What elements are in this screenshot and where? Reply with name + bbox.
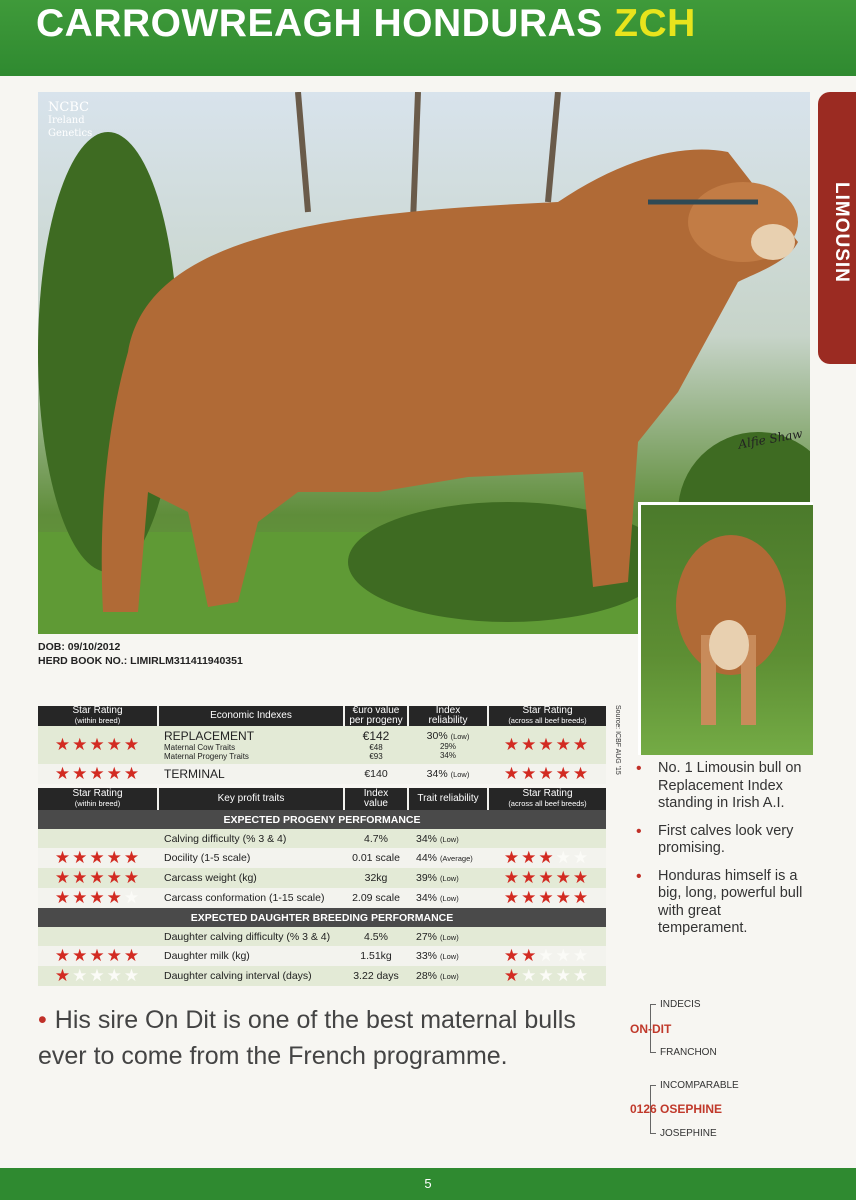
star-filled-icon: ★ [123,764,142,783]
trait-value: 3.22 days [344,966,408,986]
star-filled-icon: ★ [106,888,124,907]
pedigree-dam-sire: INCOMPARABLE [660,1080,739,1091]
star-rating-within [38,848,158,868]
trait-reliability: 44% (Average) [408,848,488,868]
index-label: TERMINAL [158,764,344,784]
table-row [38,726,606,764]
star-empty-icon: ★ [538,946,556,965]
bull-info [38,640,243,668]
star-filled-icon: ★ [72,848,90,867]
trait-reliability: 33% (Low) [408,946,488,966]
trait-label: Carcass weight (kg) [158,868,344,888]
star-rating-within [38,888,158,908]
trait-reliability: 39% (Low) [408,868,488,888]
star-rating-across [488,764,606,784]
star-filled-icon: ★ [54,848,73,867]
star-filled-icon: ★ [54,868,73,887]
trait-value: 2.09 scale [344,888,408,908]
breed-tab [818,92,856,364]
highlights-list [636,760,814,948]
euro-value: €142 €48 €93 [344,726,408,764]
trait-value: 4.5% [344,927,408,946]
section-header: EXPECTED DAUGHTER BREEDING PERFORMANCE [38,908,606,927]
header-cell: Star Rating (within breed) [38,788,158,810]
table-row [38,927,606,946]
star-filled-icon: ★ [572,764,591,783]
star-filled-icon: ★ [503,966,522,985]
star-empty-icon: ★ [555,848,573,867]
star-filled-icon: ★ [72,764,90,783]
page-title [36,2,696,46]
header-cell: €uro value per progeny [344,706,408,726]
star-filled-icon: ★ [72,946,90,965]
star-filled-icon: ★ [72,868,90,887]
star-filled-icon: ★ [54,764,73,783]
star-empty-icon: ★ [572,946,591,965]
header-cell: Index reliability [408,706,488,726]
trait-value: 32kg [344,868,408,888]
star-filled-icon: ★ [106,868,124,887]
table-row [38,829,606,848]
table-row [38,868,606,888]
star-filled-icon: ★ [521,848,539,867]
star-empty-icon: ★ [72,966,90,985]
header-cell: Index value [344,788,408,810]
trait-value: 1.51kg [344,946,408,966]
star-empty-icon: ★ [538,966,556,985]
trait-reliability: 34% (Low) [408,829,488,848]
star-filled-icon: ★ [89,848,107,867]
pedigree-sire-dam: FRANCHON [660,1047,717,1058]
star-empty-icon: ★ [572,966,591,985]
star-filled-icon: ★ [72,735,90,754]
trait-label: Carcass conformation (1-15 scale) [158,888,344,908]
star-filled-icon: ★ [89,764,107,783]
star-filled-icon: ★ [54,966,73,985]
index-label: REPLACEMENT Maternal Cow Traits Maternal Progeny Traits [158,726,344,764]
photo-credit: Alfie Shaw [737,426,804,452]
table-row [38,848,606,868]
star-filled-icon: ★ [54,888,73,907]
ncbc-logo: NCBC Ireland Genetics [48,100,93,139]
list-item: • No. 1 Limousin bull on Replacement Index standing in Irish A.I. [636,760,814,813]
star-filled-icon: ★ [72,888,90,907]
trait-reliability: 28% (Low) [408,966,488,986]
star-empty-icon: ★ [123,966,142,985]
star-filled-icon: ★ [89,888,107,907]
star-filled-icon: ★ [503,888,522,907]
pedigree-sire: ON-DIT [630,1022,672,1036]
star-rating-within [38,764,158,784]
star-filled-icon: ★ [54,946,73,965]
star-rating-within [38,868,158,888]
pedigree-dam: 0126 OSEPHINE [630,1102,723,1116]
table-header-row [38,706,606,726]
star-empty-icon: ★ [555,966,573,985]
header-cell: Economic Indexes [158,706,344,726]
star-rating-across [488,927,606,946]
star-filled-icon: ★ [89,735,107,754]
pedigree-sire-sire: INDECIS [660,999,701,1010]
herd-book-number: HERD BOOK NO.: LIMIRLM311411940351 [38,655,243,667]
star-filled-icon: ★ [89,868,107,887]
star-filled-icon: ★ [521,735,539,754]
key-profit-traits-table [38,788,606,986]
star-empty-icon: ★ [106,966,124,985]
star-filled-icon: ★ [538,764,556,783]
page-footer [0,1168,856,1200]
star-filled-icon: ★ [106,764,124,783]
table-row [38,966,606,986]
star-filled-icon: ★ [555,735,573,754]
trait-value: 0.01 scale [344,848,408,868]
star-filled-icon: ★ [503,735,522,754]
title-suffix: ZCH [614,2,696,45]
star-filled-icon: ★ [106,848,124,867]
star-filled-icon: ★ [503,946,522,965]
star-filled-icon: ★ [503,868,522,887]
star-rating-within [38,726,158,764]
star-empty-icon: ★ [521,966,539,985]
trait-value: 4.7% [344,829,408,848]
star-empty-icon: ★ [123,888,142,907]
star-filled-icon: ★ [123,735,142,754]
table-row [38,946,606,966]
star-rating-across [488,829,606,848]
star-filled-icon: ★ [555,764,573,783]
star-rating-within [38,927,158,946]
star-rating-within [38,966,158,986]
star-filled-icon: ★ [106,735,124,754]
header-cell: Star Rating (across all beef breeds) [488,788,606,810]
trait-label: Daughter calving difficulty (% 3 & 4) [158,927,344,946]
trait-label: Calving difficulty (% 3 & 4) [158,829,344,848]
star-rating-within [38,829,158,848]
star-filled-icon: ★ [521,764,539,783]
header-cell: Key profit traits [158,788,344,810]
star-rating-across [488,726,606,764]
euro-value: €140 [344,764,408,784]
trait-label: Daughter milk (kg) [158,946,344,966]
dob: DOB: 09/10/2012 [38,641,121,653]
economic-indexes-table [38,706,606,784]
star-filled-icon: ★ [521,946,539,965]
sire-quote: • His sire On Dit is one of the best maternal bulls ever to come from the French programme. [38,1006,576,1070]
star-filled-icon: ★ [538,735,556,754]
list-item: • First calves look very promising. [636,823,814,858]
title-main: CARROWREAGH HONDURAS [36,2,615,45]
page-header [0,0,856,76]
header-cell: Star Rating (within breed) [38,706,158,726]
section-header: EXPECTED PROGENY PERFORMANCE [38,810,606,829]
star-filled-icon: ★ [555,868,573,887]
header-cell: Trait reliability [408,788,488,810]
star-rating-across [488,946,606,966]
star-filled-icon: ★ [89,946,107,965]
star-filled-icon: ★ [572,868,591,887]
star-filled-icon: ★ [538,888,556,907]
star-filled-icon: ★ [521,888,539,907]
star-rating-within [38,946,158,966]
table-row [38,888,606,908]
star-empty-icon: ★ [572,848,591,867]
page-number: 5 [424,1176,432,1191]
header-cell: Star Rating (across all beef breeds) [488,706,606,726]
bull-rear-photo [638,502,813,755]
star-filled-icon: ★ [503,848,522,867]
star-rating-across [488,868,606,888]
list-item: • Honduras himself is a big, long, powerful bull with great temperament. [636,868,814,938]
bull-rear-illustration [641,505,813,755]
star-rating-across [488,966,606,986]
star-filled-icon: ★ [123,868,142,887]
star-empty-icon: ★ [89,966,107,985]
star-filled-icon: ★ [54,735,73,754]
star-rating-across [488,888,606,908]
table-row [38,764,606,784]
star-filled-icon: ★ [106,946,124,965]
star-rating-across [488,848,606,868]
star-filled-icon: ★ [555,888,573,907]
star-filled-icon: ★ [538,848,556,867]
trait-label: Docility (1-5 scale) [158,848,344,868]
table-header-row [38,788,606,810]
trait-reliability: 27% (Low) [408,927,488,946]
star-filled-icon: ★ [538,868,556,887]
breed-tab-label: LIMOUSIN [831,182,852,283]
trait-label: Daughter calving interval (days) [158,966,344,986]
star-empty-icon: ★ [555,946,573,965]
star-filled-icon: ★ [123,848,142,867]
trait-reliability: 34% (Low) [408,888,488,908]
source-note: Source: ICBF AUG '15 [614,705,621,775]
star-filled-icon: ★ [521,868,539,887]
star-filled-icon: ★ [123,946,142,965]
pedigree-dam-dam: JOSEPHINE [660,1128,717,1139]
index-reliability: 34% (Low) [408,764,488,784]
star-filled-icon: ★ [503,764,522,783]
star-filled-icon: ★ [572,888,591,907]
index-reliability: 30% (Low) 29% 34% [408,726,488,764]
star-filled-icon: ★ [572,735,591,754]
